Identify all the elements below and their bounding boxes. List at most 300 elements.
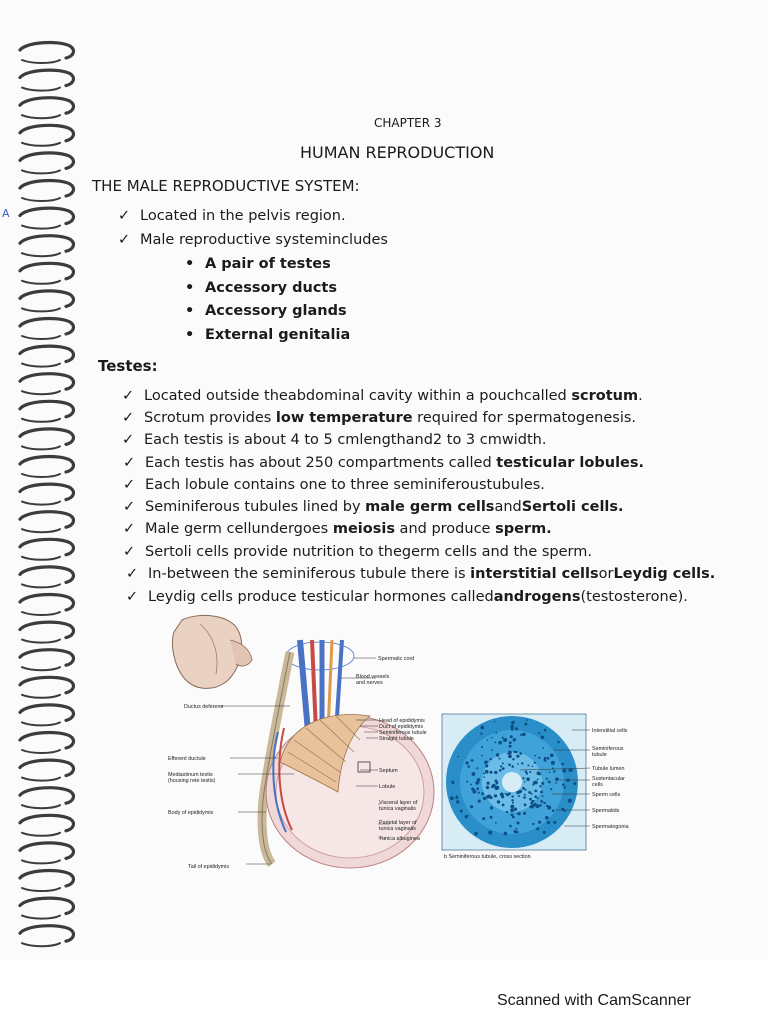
bullet-icon: • xyxy=(185,256,195,272)
cell-nucleus xyxy=(476,767,478,769)
cell-nucleus xyxy=(543,831,546,834)
cell-nucleus xyxy=(511,721,514,724)
list-item-text: Seminiferous tubules lined by xyxy=(145,499,366,515)
cell-nucleus xyxy=(541,736,545,740)
binding-coil xyxy=(20,457,73,472)
cell-nucleus xyxy=(537,779,539,781)
list-item-text: Male reproductive systemincludes xyxy=(140,232,388,248)
binding-coil-shadow xyxy=(22,722,60,725)
binding-coil xyxy=(20,43,73,58)
binding-coil xyxy=(20,595,73,610)
cell-nucleus xyxy=(508,792,511,795)
cell-nucleus xyxy=(534,790,537,793)
cell-nucleus xyxy=(517,813,519,815)
cell-nucleus xyxy=(483,776,485,778)
cell-nucleus xyxy=(510,808,514,812)
cell-nucleus xyxy=(504,832,508,836)
cell-nucleus xyxy=(534,762,536,764)
cell-nucleus xyxy=(451,781,454,784)
cell-nucleus xyxy=(472,772,476,776)
cell-nucleus xyxy=(495,822,497,824)
cell-nucleus xyxy=(523,812,526,815)
cell-nucleus xyxy=(490,771,493,774)
cell-nucleus xyxy=(495,786,499,790)
list-item xyxy=(122,388,643,404)
binding-coil-shadow xyxy=(22,943,60,946)
binding-coil xyxy=(20,926,73,941)
cell-nucleus xyxy=(508,754,512,758)
check-icon: ✓ xyxy=(123,499,136,515)
bullet-icon: • xyxy=(185,303,195,319)
cell-nucleus xyxy=(511,765,514,768)
cell-nucleus xyxy=(466,781,468,783)
cell-nucleus xyxy=(499,769,502,772)
cell-nucleus xyxy=(478,792,480,794)
list-item-text: and produce xyxy=(394,521,496,537)
cell-nucleus xyxy=(563,786,566,789)
component-text: External genitalia xyxy=(205,327,351,343)
list-item-text: (testosterone). xyxy=(580,589,688,605)
fig-label-tail-epididymis: Tail of epididymis xyxy=(188,864,230,870)
binding-coil-shadow xyxy=(22,88,60,91)
cell-nucleus xyxy=(511,795,513,797)
cell-nucleus xyxy=(490,796,493,799)
cell-nucleus xyxy=(525,789,527,791)
cell-nucleus xyxy=(517,822,520,825)
binding-coil-shadow xyxy=(22,888,60,891)
component-text: Accessory glands xyxy=(205,303,347,319)
cell-nucleus xyxy=(562,769,566,773)
check-icon: ✓ xyxy=(118,232,131,248)
binding-coil-shadow xyxy=(22,667,60,670)
micro-caption: b Seminiferous tubule, cross section xyxy=(444,854,531,860)
cell-nucleus xyxy=(541,782,544,785)
micro-label-cells: cells xyxy=(592,782,603,788)
cell-nucleus xyxy=(547,821,550,824)
cell-nucleus xyxy=(496,783,498,785)
binding-coil-shadow xyxy=(22,60,60,63)
list-item xyxy=(123,544,592,560)
cell-nucleus xyxy=(513,738,516,741)
cell-nucleus xyxy=(523,796,525,798)
cell-nucleus xyxy=(544,757,547,760)
cell-nucleus xyxy=(508,751,512,755)
cell-nucleus xyxy=(477,778,481,782)
cell-nucleus xyxy=(487,739,489,741)
cell-nucleus xyxy=(510,735,513,738)
cell-nucleus xyxy=(524,804,527,807)
cell-nucleus xyxy=(548,781,551,784)
binding-coil xyxy=(20,181,73,196)
bold-term: Sertoli cells. xyxy=(521,499,624,515)
component-item xyxy=(185,327,350,343)
cell-nucleus xyxy=(561,763,564,766)
cell-nucleus xyxy=(553,770,555,772)
cell-nucleus xyxy=(456,795,458,797)
cell-nucleus xyxy=(542,747,544,749)
cell-nucleus xyxy=(511,814,514,817)
cell-nucleus xyxy=(524,723,527,726)
list-item xyxy=(122,410,636,426)
spiral-binding xyxy=(0,34,110,954)
binding-coil xyxy=(20,871,73,886)
binding-coil xyxy=(20,760,73,775)
binding-coil-shadow xyxy=(22,805,60,808)
binding-coil-shadow xyxy=(22,502,60,505)
list-item-text: Located outside theabdominal cavity within a pouchcalled xyxy=(144,388,572,404)
cell-nucleus xyxy=(552,810,554,812)
cell-nucleus xyxy=(502,737,504,739)
binding-coil xyxy=(20,843,73,858)
binding-coil xyxy=(20,788,73,803)
micro-label-seminiferous: Seminiferous xyxy=(592,746,624,752)
binding-coil xyxy=(20,705,73,720)
cell-nucleus xyxy=(502,762,504,764)
cell-nucleus xyxy=(485,770,489,774)
cell-nucleus xyxy=(547,757,550,760)
cell-nucleus xyxy=(518,795,520,797)
binding-coil xyxy=(20,70,73,85)
list-item-text: Each testis has about 250 compartments called xyxy=(145,455,497,471)
binding-coil xyxy=(20,815,73,830)
binding-coil xyxy=(20,650,73,665)
cell-nucleus xyxy=(488,831,492,835)
fig-label-parietal-layer: Parietal layer of xyxy=(379,820,417,826)
cell-nucleus xyxy=(498,741,502,745)
cell-nucleus xyxy=(494,721,496,723)
binding-coil xyxy=(20,125,73,140)
bold-term: interstitial cells xyxy=(470,566,599,582)
cell-nucleus xyxy=(512,802,514,804)
bold-term: Leydig cells. xyxy=(613,566,716,582)
cell-nucleus xyxy=(465,815,468,818)
cell-nucleus xyxy=(526,719,528,721)
list-item-text: Sertoli cells provide nutrition to thegerm cells and the sperm. xyxy=(145,544,592,560)
micro-label-interstitial: Interstitial cells xyxy=(592,728,628,734)
binding-coil xyxy=(20,733,73,748)
cell-nucleus xyxy=(471,788,474,791)
cell-nucleus xyxy=(490,758,492,760)
cell-nucleus xyxy=(495,732,497,734)
cell-nucleus xyxy=(532,766,534,768)
list-item xyxy=(123,455,644,471)
scrotum-illustration xyxy=(172,615,252,688)
chapter-label: CHAPTER 3 xyxy=(374,116,442,130)
cell-nucleus xyxy=(539,785,541,787)
binding-coil xyxy=(20,512,73,527)
cell-nucleus xyxy=(516,755,519,758)
cell-nucleus xyxy=(481,792,484,795)
cell-nucleus xyxy=(483,773,485,775)
cell-nucleus xyxy=(470,784,472,786)
fig-label-lobule: Lobule xyxy=(379,784,396,790)
cell-nucleus xyxy=(536,827,539,830)
cell-nucleus xyxy=(519,752,522,755)
fig-label-efferent-ductule: Efferent ductule xyxy=(168,756,206,762)
cell-nucleus xyxy=(573,782,576,785)
cell-nucleus xyxy=(503,738,507,742)
cell-nucleus xyxy=(457,756,459,758)
cell-nucleus xyxy=(521,762,523,764)
cell-nucleus xyxy=(537,771,541,775)
cell-nucleus xyxy=(486,786,489,789)
cell-nucleus xyxy=(517,763,519,765)
cell-nucleus xyxy=(486,795,490,799)
binding-coil xyxy=(20,374,73,389)
cell-nucleus xyxy=(545,816,549,820)
list-item-text: Scrotum provides xyxy=(144,410,276,426)
cell-nucleus xyxy=(539,804,542,807)
cell-nucleus xyxy=(509,825,512,828)
micro-label-spermatogonia: Spermatogonia xyxy=(592,824,629,830)
cell-nucleus xyxy=(510,805,514,809)
fig-label-mediastinum: Mediastinum testis xyxy=(168,772,213,778)
cell-nucleus xyxy=(544,760,546,762)
list-item xyxy=(123,477,545,493)
cell-nucleus xyxy=(456,800,459,803)
cell-nucleus xyxy=(487,782,490,785)
cell-nucleus xyxy=(551,761,555,765)
micro-label-tubule: tubule xyxy=(592,752,607,758)
cell-nucleus xyxy=(491,785,494,788)
bullet-icon: • xyxy=(185,280,195,296)
fig-label-visceral-layer-2: tunica vaginalis xyxy=(379,806,416,812)
cell-nucleus xyxy=(543,802,545,804)
cell-nucleus xyxy=(494,794,497,797)
check-icon: ✓ xyxy=(123,521,136,537)
testis-anatomy-figure xyxy=(160,612,632,878)
binding-coil xyxy=(20,429,73,444)
check-icon: ✓ xyxy=(126,566,139,582)
fig-label-spermatic-cord: Spermatic cord xyxy=(378,656,415,662)
cell-nucleus xyxy=(520,734,522,736)
binding-coil xyxy=(20,622,73,637)
fig-label-body-epididymis: Body of epididymis xyxy=(168,810,214,816)
cell-nucleus xyxy=(491,737,493,739)
cell-nucleus xyxy=(524,794,526,796)
check-icon: ✓ xyxy=(122,388,135,404)
page-title: HUMAN REPRODUCTION xyxy=(300,143,495,162)
binding-coil-shadow xyxy=(22,474,60,477)
cell-nucleus xyxy=(544,729,547,732)
cell-nucleus xyxy=(550,754,554,758)
fig-label-ductus-deferens: Ductus deferens xyxy=(184,704,224,710)
cell-nucleus xyxy=(468,765,471,768)
cell-nucleus xyxy=(568,799,572,803)
binding-coil xyxy=(20,401,73,416)
cell-nucleus xyxy=(547,806,551,810)
list-item-text: Each testis is about 4 to 5 cmlengthand2 to 3 cmwidth. xyxy=(144,432,547,448)
cell-nucleus xyxy=(495,780,498,783)
cell-nucleus xyxy=(555,782,557,784)
cell-nucleus xyxy=(460,810,463,813)
cell-nucleus xyxy=(491,749,493,751)
bullet-icon: • xyxy=(185,327,195,343)
cell-nucleus xyxy=(510,725,513,728)
binding-coil-shadow xyxy=(22,308,60,311)
cell-nucleus xyxy=(507,753,509,755)
cell-nucleus xyxy=(529,771,531,773)
cell-nucleus xyxy=(494,771,497,774)
check-icon: ✓ xyxy=(122,410,135,426)
cell-nucleus xyxy=(481,746,483,748)
component-item xyxy=(185,280,337,296)
fig-label-straight-tubule: Straight tubule xyxy=(379,736,414,742)
list-item xyxy=(123,499,624,515)
binding-coil xyxy=(20,677,73,692)
cell-nucleus xyxy=(500,765,502,767)
list-item xyxy=(126,589,688,605)
camscanner-watermark: Scanned with CamScanner xyxy=(497,992,691,1009)
list-item xyxy=(122,432,546,448)
cell-nucleus xyxy=(514,808,517,811)
cell-nucleus xyxy=(502,804,505,807)
binding-coil xyxy=(20,484,73,499)
fig-label-nerves: and nerves xyxy=(356,680,383,686)
binding-coil xyxy=(20,263,73,278)
binding-coil-shadow xyxy=(22,833,60,836)
binding-coil xyxy=(20,539,73,554)
binding-coil-shadow xyxy=(22,198,60,201)
seminiferous-micrograph xyxy=(442,714,586,850)
fig-label-visceral-layer: Visceral layer of xyxy=(379,800,418,806)
binding-coil-shadow xyxy=(22,281,60,284)
bold-term: scrotum xyxy=(571,388,639,404)
binding-coil xyxy=(20,291,73,306)
cell-nucleus xyxy=(505,793,507,795)
fig-label-blood-vessels: Blood vessels xyxy=(356,674,390,680)
fig-label-septum: Septum xyxy=(379,768,398,774)
component-text: Accessory ducts xyxy=(205,280,337,296)
list-item-text: required for spermatogenesis. xyxy=(412,410,637,426)
cell-nucleus xyxy=(534,781,538,785)
cell-nucleus xyxy=(538,821,541,824)
binding-coil-shadow xyxy=(22,916,60,919)
cell-nucleus xyxy=(497,800,500,803)
check-icon: ✓ xyxy=(123,455,136,471)
micro-label-lumen: Tubule lumen xyxy=(592,766,625,772)
cell-nucleus xyxy=(499,758,501,760)
cell-nucleus xyxy=(527,764,529,766)
cell-nucleus xyxy=(540,791,543,794)
cell-nucleus xyxy=(483,797,486,800)
fig-label-parietal-layer-2: tunica vaginalis xyxy=(379,826,416,832)
cell-nucleus xyxy=(557,778,559,780)
cell-nucleus xyxy=(531,793,533,795)
cell-nucleus xyxy=(522,787,525,790)
cell-nucleus xyxy=(490,816,493,819)
cell-nucleus xyxy=(514,830,517,833)
micro-label-sustentacular: Sustentacular xyxy=(592,776,625,782)
cell-nucleus xyxy=(450,796,454,800)
cell-nucleus xyxy=(538,732,540,734)
cell-nucleus xyxy=(511,799,513,801)
cell-nucleus xyxy=(487,761,489,763)
binding-coil-shadow xyxy=(22,391,60,394)
bold-term: sperm. xyxy=(495,521,552,537)
cell-nucleus xyxy=(470,805,473,808)
fig-label-mediastinum-2: (housing rete testis) xyxy=(168,778,216,784)
cell-nucleus xyxy=(482,817,485,820)
list-item xyxy=(126,566,715,582)
cell-nucleus xyxy=(515,727,518,730)
section-heading-testes: Testes: xyxy=(98,357,158,375)
binding-coil-shadow xyxy=(22,584,60,587)
cell-nucleus xyxy=(466,761,469,764)
cell-nucleus xyxy=(522,777,524,779)
component-text: A pair of testes xyxy=(205,256,331,272)
cell-nucleus xyxy=(509,741,512,744)
list-item xyxy=(118,232,388,248)
cell-nucleus xyxy=(549,771,551,773)
cell-nucleus xyxy=(526,773,528,775)
check-icon: ✓ xyxy=(123,477,136,493)
cell-nucleus xyxy=(474,832,478,836)
binding-coil xyxy=(20,98,73,113)
list-item-text: Located in the pelvis region. xyxy=(140,208,346,224)
check-icon: ✓ xyxy=(123,544,136,560)
cell-nucleus xyxy=(480,733,482,735)
cell-nucleus xyxy=(502,767,505,770)
cell-nucleus xyxy=(531,800,534,803)
cell-nucleus xyxy=(506,811,508,813)
cell-nucleus xyxy=(537,797,539,799)
binding-coil-shadow xyxy=(22,529,60,532)
cell-nucleus xyxy=(534,795,537,798)
cell-nucleus xyxy=(515,828,517,830)
binding-coil xyxy=(20,319,73,334)
binding-coil-shadow xyxy=(22,419,60,422)
cell-nucleus xyxy=(529,798,532,801)
list-item-text: Leydig cells produce testicular hormones called xyxy=(148,589,494,605)
cell-nucleus xyxy=(528,791,531,794)
cell-nucleus xyxy=(501,795,504,798)
component-item xyxy=(185,256,331,272)
list-item-text: Male germ cellundergoes xyxy=(145,521,333,537)
binding-coil-shadow xyxy=(22,446,60,449)
cell-nucleus xyxy=(509,745,512,748)
binding-coil-shadow xyxy=(22,695,60,698)
cell-nucleus xyxy=(542,795,544,797)
cell-nucleus xyxy=(534,755,536,757)
cell-nucleus xyxy=(485,764,488,767)
binding-coil-shadow xyxy=(22,226,60,229)
binding-coil xyxy=(20,153,73,168)
cell-nucleus xyxy=(550,788,552,790)
cell-nucleus xyxy=(538,757,540,759)
cell-nucleus xyxy=(511,728,514,731)
cell-nucleus xyxy=(553,821,556,824)
bold-term: testicular lobules. xyxy=(496,455,645,471)
cell-nucleus xyxy=(508,764,511,767)
binding-coil-shadow xyxy=(22,860,60,863)
list-item-text: In-between the seminiferous tubule there is xyxy=(148,566,471,582)
section-heading-male-system: THE MALE REPRODUCTIVE SYSTEM: xyxy=(92,177,360,195)
binding-coil xyxy=(20,346,73,361)
cell-nucleus xyxy=(478,800,481,803)
binding-coil-shadow xyxy=(22,143,60,146)
cell-nucleus xyxy=(519,790,522,793)
cell-nucleus xyxy=(540,800,543,803)
binding-coil-shadow xyxy=(22,557,60,560)
bold-term: androgens xyxy=(493,589,581,605)
binding-coil-shadow xyxy=(22,612,60,615)
cell-nucleus xyxy=(496,753,499,756)
binding-coil xyxy=(20,898,73,913)
list-item-text: or xyxy=(598,566,614,582)
cell-nucleus xyxy=(471,759,474,762)
cell-nucleus xyxy=(476,781,479,784)
